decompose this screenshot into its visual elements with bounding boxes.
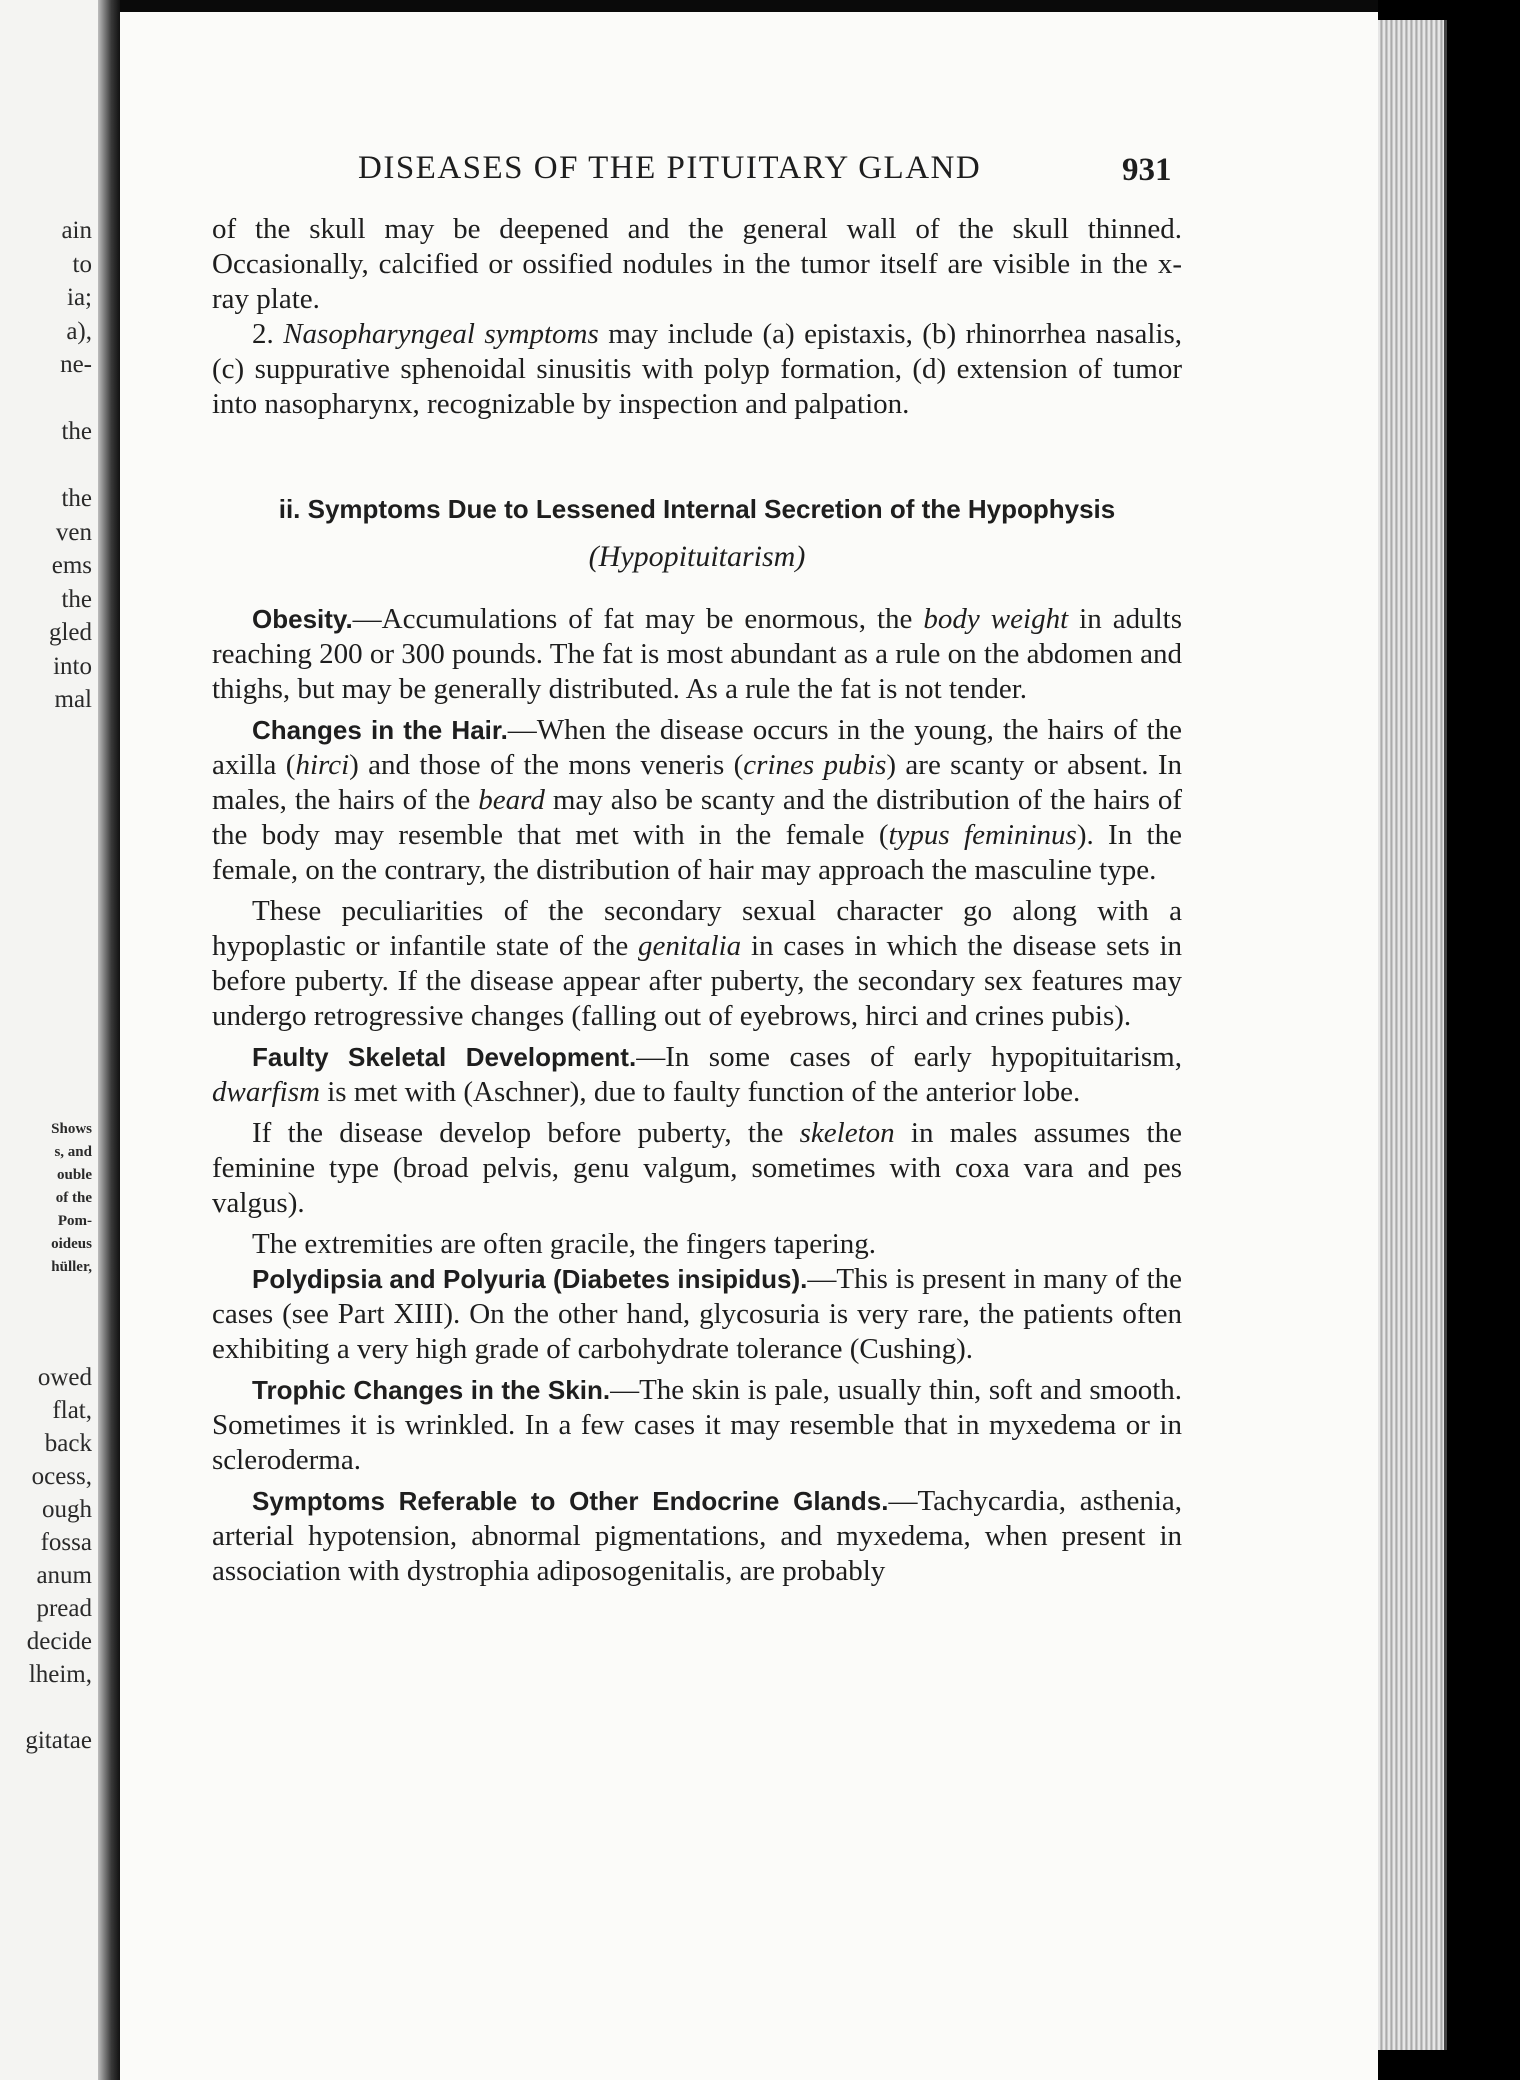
section-subheading: (Hypopituitarism) <box>588 540 806 573</box>
previous-page-text: ough <box>42 1496 92 1523</box>
running-title: DISEASES OF THE PITUITARY GLAND <box>358 150 982 186</box>
paragraph-nasopharyngeal: 2. Nasopharyngeal symptoms may include (a) epistaxis, (b) rhinorrhea nasalis, (c) suppurative sphenoidal sinusitis with polyp formation, (d) extension of tumor into nasopharynx, recognizable by inspection and palpation. <box>212 318 1182 420</box>
run-in-heading: Changes in the Hair. <box>252 715 508 745</box>
previous-page-text: back <box>44 1430 92 1457</box>
paragraph-peculiarities: These peculiarities of the secondary sexual character go along with a hypoplastic or infantile state of the genitalia in cases in which the disease sets in before puberty. If the disease appear after puberty, the secondary sex features may undergo retrogressive changes (falling out of eyebrows, hirci and crines pubis). <box>212 895 1182 1032</box>
book-gutter <box>98 0 120 2080</box>
previous-page-text: a), <box>66 317 92 345</box>
previous-page-text: Shows <box>51 1121 92 1137</box>
previous-page-text: gitatae <box>25 1727 92 1754</box>
section-heading: ii. Symptoms Due to Lessened Internal Secretion of the Hypophysis <box>278 494 1116 524</box>
paragraph-skin: Trophic Changes in the Skin.—The skin is pale, usually thin, soft and smooth. Sometimes it is wrinkled. In a few cases it may resemble that in myxedema or in scleroderma. <box>212 1374 1182 1476</box>
paragraph-skeletal: Faulty Skeletal Development.—In some cases of early hypopituitarism, dwarfism is met with (Aschner), due to faulty function of the anterior lobe. <box>212 1041 1182 1108</box>
paragraph-endocrine: Symptoms Referable to Other Endocrine Glands.—Tachycardia, asthenia, arterial hypotension, abnormal pigmentations, and myxedema, when present in association with dystrophia adiposogenitalis, are probably <box>212 1485 1183 1587</box>
previous-page-text: owed <box>37 1364 92 1391</box>
paragraph-skull: of the skull may be deepened and the general wall of the skull thinned. Occasionally, calcified or ossified nodules in the tumor itself are visible in the x-ray plate. <box>212 213 1182 315</box>
previous-page-text: Pom- <box>57 1213 92 1229</box>
previous-page-text: flat, <box>52 1397 92 1424</box>
paragraph-extremities: The extremities are often gracile, the fingers tapering. <box>252 1228 877 1260</box>
previous-page-text: ouble <box>56 1167 92 1183</box>
previous-page-margin <box>0 0 110 2080</box>
page-edges <box>1378 20 1447 2050</box>
run-in-heading: Symptoms Referable to Other Endocrine Glands. <box>252 1486 889 1516</box>
paragraph-skeleton: If the disease develop before puberty, the skeleton in males assumes the feminine type (broad pelvis, genu valgum, sometimes with coxa vara and pes valgus). <box>212 1117 1182 1219</box>
previous-page-text: the <box>61 585 92 613</box>
previous-page-text: the <box>61 418 92 445</box>
run-in-heading: Obesity. <box>252 604 353 634</box>
previous-page-text: anum <box>36 1562 92 1589</box>
run-in-heading: Polydipsia and Polyuria (Diabetes insipidus). <box>252 1264 808 1294</box>
previous-page-text: ocess, <box>31 1463 92 1490</box>
previous-page-text: ems <box>51 552 92 579</box>
previous-page-text: gled <box>48 619 92 646</box>
run-in-heading: Faulty Skeletal Development. <box>252 1042 637 1072</box>
previous-page-text: mal <box>54 686 92 713</box>
run-in-heading: Trophic Changes in the Skin. <box>252 1375 611 1405</box>
page-number: 931 <box>1122 152 1172 188</box>
paragraph-polydipsia: Polydipsia and Polyuria (Diabetes insipidus).—This is present in many of the cases (see Part XIII). On the other hand, glycosuria is very rare, the patients often exhibiting a very high grade of carbohydrate tolerance (Cushing). <box>212 1263 1182 1365</box>
previous-page-text: fossa <box>40 1529 92 1556</box>
previous-page-text: ain <box>61 217 92 244</box>
previous-page-text: into <box>53 652 92 680</box>
previous-page-text: pread <box>36 1595 92 1622</box>
previous-page-text: ne- <box>60 351 92 378</box>
previous-page-text: ia; <box>67 284 92 311</box>
page-body <box>212 212 1182 1589</box>
previous-page-text: the <box>61 485 92 512</box>
previous-page-text: of the <box>55 1190 92 1206</box>
previous-page-text: ven <box>55 518 92 546</box>
previous-page-text: hüller, <box>51 1259 92 1275</box>
paragraph-hair: Changes in the Hair.—When the disease occurs in the young, the hairs of the axilla (hirci) and those of the mons veneris (crines pubis) are scanty or absent. In males, the hairs of the beard may also be scanty and the distribution of the hairs of the body may resemble that met with in the female (typus femininus). In the female, on the contrary, the distribution of hair may approach the masculine type. <box>212 714 1183 886</box>
background-edge <box>1447 0 1520 2080</box>
previous-page-text: decide <box>26 1628 92 1655</box>
previous-page-text: to <box>72 250 92 278</box>
previous-page-text: lheim, <box>28 1661 92 1688</box>
paragraph-obesity: Obesity.—Accumulations of fat may be enormous, the body weight in adults reaching 200 or 300 pounds. The fat is most abundant as a rule on the abdomen and thighs, but may be generally distributed. As a rule the fat is not tender. <box>212 603 1182 705</box>
previous-page-text: s, and <box>54 1144 92 1160</box>
previous-page-text: oideus <box>51 1236 92 1252</box>
